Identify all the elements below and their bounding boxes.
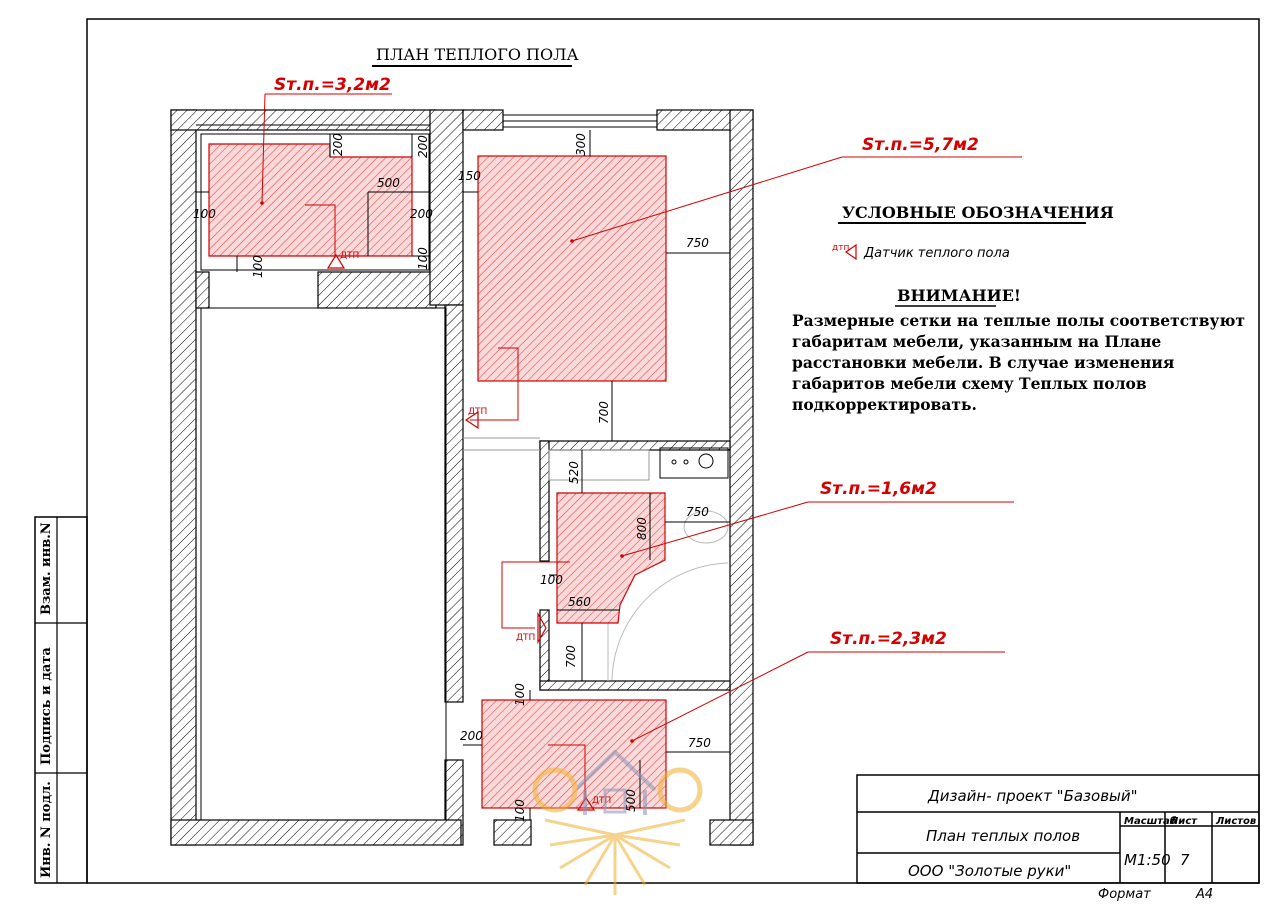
side-field-inv-original: Инв. N подл. [39, 781, 54, 878]
sensor-label-2: ДТП [468, 407, 488, 417]
svg-text:100: 100 [540, 573, 563, 587]
svg-text:500: 500 [624, 789, 638, 812]
svg-text:100: 100 [513, 683, 527, 706]
sensor-label-1: ДТП [340, 251, 360, 261]
stamp-project: Дизайн- проект "Базовый" [928, 787, 1138, 805]
area-label-2: Sт.п.=5,7м2 [862, 135, 979, 155]
side-field-replace-inv: Взам. инв.N [39, 522, 54, 615]
svg-text:100: 100 [513, 799, 527, 822]
stamp-sheet-title: План теплых полов [926, 827, 1081, 845]
svg-text:100: 100 [193, 207, 216, 221]
svg-text:520: 520 [567, 461, 581, 484]
svg-text:200: 200 [410, 207, 433, 221]
warning-text: Размерные сетки на теплые полы соответствуют габаритам мебели, указанным на Плане расстановки мебели. В случае изменения габаритов мебели схему Теплых полов подкорректировать. [792, 311, 1245, 414]
stamp-sheet-label: Лист [1170, 816, 1198, 827]
svg-text:750: 750 [688, 736, 711, 750]
format-label: Формат [1098, 887, 1151, 902]
svg-text:750: 750 [686, 505, 709, 519]
sensor-label-4: ДТП [592, 796, 612, 806]
stamp-company: ООО "Золотые руки" [908, 862, 1072, 880]
legend-text: Датчик теплого пола [864, 246, 1010, 261]
side-field-signature-date: Подпись и дата [39, 647, 54, 765]
svg-text:200: 200 [460, 729, 483, 743]
svg-text:500: 500 [377, 176, 400, 190]
drawing-title: ПЛАН ТЕПЛОГО ПОЛА [376, 45, 579, 64]
stamp-scale-value: М1:50 [1124, 851, 1171, 869]
svg-text:200: 200 [416, 135, 430, 158]
svg-text:750: 750 [686, 236, 709, 250]
sensor-label-3: ДТП [516, 633, 536, 643]
svg-text:800: 800 [635, 517, 649, 540]
svg-text:100: 100 [251, 255, 265, 278]
legend-title: УСЛОВНЫЕ ОБОЗНАЧЕНИЯ [842, 203, 1114, 222]
svg-text:300: 300 [574, 133, 588, 156]
svg-text:200: 200 [331, 133, 345, 156]
side-stamp [35, 517, 87, 883]
svg-text:700: 700 [564, 645, 578, 668]
svg-text:560: 560 [568, 595, 591, 609]
area-label-4: Sт.п.=2,3м2 [830, 629, 947, 649]
svg-text:700: 700 [597, 401, 611, 424]
svg-text:150: 150 [458, 169, 481, 183]
svg-text:100: 100 [416, 247, 430, 270]
area-label-1: Sт.п.=3,2м2 [274, 75, 391, 95]
stamp-sheets-label: Листов [1216, 816, 1257, 827]
format-value: А4 [1196, 887, 1214, 902]
stamp-sheet-value: 7 [1180, 851, 1190, 869]
warning-title: ВНИМАНИЕ! [897, 286, 1021, 305]
stamp-scale-label: Масштаб [1124, 816, 1177, 827]
area-label-3: Sт.п.=1,6м2 [820, 479, 937, 499]
heated-area-3 [502, 493, 1014, 642]
legend-symbol: дтп [832, 243, 850, 253]
